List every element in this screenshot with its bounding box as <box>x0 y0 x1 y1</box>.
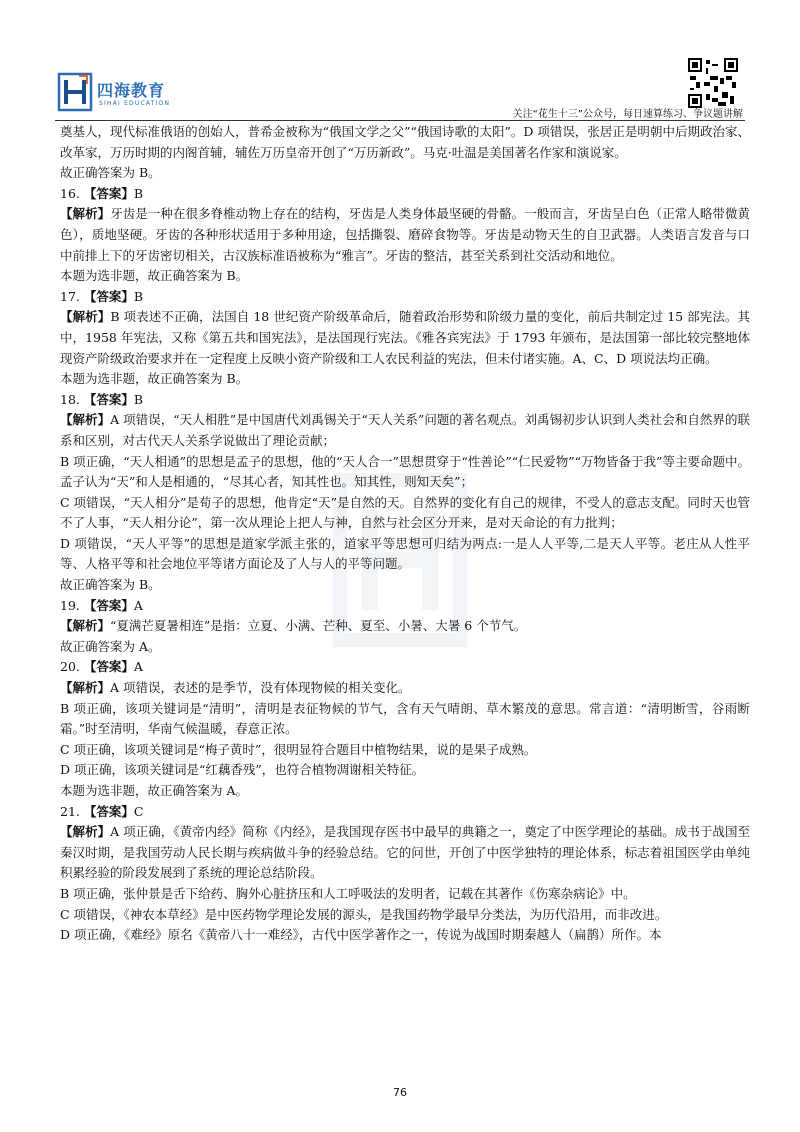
analysis-paragraph: D 项正确，该项关键词是“红藕香残”，也符合植物凋谢相关特征。 <box>60 762 425 778</box>
answer-label: 【答案】 <box>83 185 134 201</box>
analysis-paragraph <box>60 822 750 884</box>
analysis-label: 【解析】 <box>60 412 111 428</box>
analysis-paragraph: B 项正确，该项关键词是“清明”，清明是表征物候的节气，含有天气晴朗、草木繁茂的意思。常言道：“清明断雪，谷雨断霜。”时至清明，华南气候温暖，春意正浓。 <box>60 700 750 737</box>
analysis-paragraph <box>60 616 750 637</box>
question-header <box>60 596 750 617</box>
answer-label: 【答案】 <box>83 803 134 819</box>
analysis-paragraph: B 项正确，“天人相通”的思想是孟子的思想，他的“天人合一”思想贯穿于“性善论”“仁民爱物”“万物皆备于我”等主要命题中。孟子认为“天”和人是相通的，“尽其心者，知其性也。知其性，则知天矣”； <box>60 453 750 490</box>
analysis-label: 【解析】 <box>60 309 111 325</box>
answer-label: 【答案】 <box>83 288 134 304</box>
analysis-paragraph: 本题为选非题，故正确答案为 A。 <box>60 783 249 798</box>
analysis-paragraph: C 项错误，《神农本草经》是中医药物学理论发展的源头，是我国药物学最早分类法，为历代沿用，而非改进。 <box>60 906 668 922</box>
question-header <box>60 184 750 205</box>
answer-label: 【答案】 <box>83 597 134 613</box>
text-line: 奠基人，现代标准俄语的创始人，普希金被称为“俄国文学之父”“俄国诗歌的太阳”。D 项错误，张居正是明朝中后期政治家、改革家，万历时期的内阁首辅，辅佐万历皇帝开创了“万历新政”。马克·吐温是美国著名作家和演说家。 <box>60 124 750 160</box>
analysis-label: 【解析】 <box>60 618 111 634</box>
analysis-paragraph: 故正确答案为 A。 <box>60 638 161 654</box>
question-number: 18. <box>60 391 80 407</box>
analysis-label: 【解析】 <box>60 824 111 840</box>
analysis-paragraph: 故正确答案为 B。 <box>60 577 161 593</box>
page-number: 76 <box>393 1086 407 1099</box>
analysis-paragraph <box>60 410 750 451</box>
question-number: 21. <box>60 803 80 819</box>
answer-label: 【答案】 <box>83 659 134 675</box>
answer-value: A <box>133 659 143 675</box>
answer-value: A <box>133 597 143 613</box>
analysis-text: A 项错误，表述的是季节，没有体现物候的相关变化。 <box>110 680 411 696</box>
analysis-paragraph: D 项正确，《难经》原名《黄帝八十一难经》，古代中医学著作之一，传说为战国时期秦越人（扁鹊）所作。本 <box>60 927 662 943</box>
analysis-text: B 项表述不正确，法国自 18 世纪资产阶级革命后，随着政治形势和阶级力量的变化，前后共制定过 15 部宪法。其中，1958 年宪法，又称《第五共和国宪法》，是法国现行宪法。《雅各宾宪法》于 1793 年颁布，是法国第一部比较完整地体现资产阶级政治要求并在一定程度上反映小资产阶级和工人农民利益的宪法，但未付诸实施。A、C、D 项说法均正确。 <box>60 309 750 366</box>
answer-value: C <box>133 803 144 819</box>
analysis-paragraph <box>60 678 750 699</box>
analysis-text: 牙齿是一种在很多脊椎动物上存在的结构，牙齿是人类身体最坚硬的骨骼。一般而言，牙齿呈白色（正常人略带微黄色），质地坚硬。牙齿的各种形状适用于多种用途，包括撕裂、磨碎食物等。牙齿是动物天生的自卫武器。人类语言发音与口中前排上下的牙齿密切相关，古汉族标准语被称为“雅言”。牙齿的整洁，甚至关系到社交活动和地位。 <box>60 206 750 263</box>
text-line: 故正确答案为 B。 <box>60 165 161 181</box>
analysis-text: A 项错误，“天人相胜”是中国唐代刘禹锡关于“天人关系”问题的著名观点。刘禹锡初步认识到人类社会和自然界的联系和区别，对古代天人关系学说做出了理论贡献； <box>60 412 750 448</box>
analysis-label: 【解析】 <box>60 680 111 696</box>
answer-value: B <box>133 391 144 407</box>
header-divider <box>55 120 745 121</box>
logo-text: 四海教育 <box>97 81 166 100</box>
header-note: 关注“花生十三”公众号，每日速算练习、争议题讲解 <box>512 109 743 120</box>
question-header <box>60 657 750 678</box>
document-body <box>60 122 750 946</box>
question-number: 19. <box>60 597 80 613</box>
question-header <box>60 287 750 308</box>
question-number: 16. <box>60 185 80 201</box>
analysis-paragraph: 本题为选非题，故正确答案为 B。 <box>60 268 249 284</box>
analysis-text: “夏满芒夏暑相连”是指：立夏、小满、芒种、夏至、小暑、大暑 6 个节气。 <box>110 618 527 634</box>
analysis-paragraph: C 项正确，该项关键词是“梅子黄时”，很明显符合题目中植物结果，说的是果子成熟。 <box>60 741 537 757</box>
analysis-paragraph <box>60 204 750 266</box>
analysis-paragraph: D 项错误，“天人平等”的思想是道家学派主张的，道家平等思想可归结为两点:一是人人平等,二是天人平等。老庄从人性平等、人格平等和社会地位平等诸方面论及了人与人的平等问题。 <box>60 535 750 572</box>
page-header <box>0 0 800 120</box>
analysis-text: A 项正确，《黄帝内经》简称《内经》，是我国现存医书中最早的典籍之一，奠定了中医学理论的基础。成书于战国至秦汉时期，是我国劳动人民长期与疾病做斗争的经验总结。它的问世，开创了中医学独特的理论体系，标志着祖国医学由单纯积累经验的阶段发展到了系统的理论总结阶段。 <box>60 824 750 881</box>
logo-mark-icon <box>57 72 93 112</box>
brand-logo <box>57 72 197 118</box>
analysis-paragraph <box>60 307 750 369</box>
question-header <box>60 390 750 411</box>
question-header <box>60 802 750 823</box>
qr-code-icon <box>688 58 738 108</box>
analysis-paragraph: 本题为选非题，故正确答案为 B。 <box>60 371 249 387</box>
answer-value: B <box>133 185 144 201</box>
analysis-paragraph: C 项错误，“天人相分”是荀子的思想，他肯定“天”是自然的天。自然界的变化有自己的规律，不受人的意志支配。同时天也管不了人事，“天人相分论”，第一次从理论上把人与神，自然与社会区分开来，是对天命论的有力批判； <box>60 494 750 531</box>
answer-label: 【答案】 <box>83 391 134 407</box>
analysis-label: 【解析】 <box>60 206 111 222</box>
analysis-paragraph: B 项正确，张仲景是舌下给药、胸外心脏挤压和人工呼吸法的发明者，记载在其著作《伤寒杂病论》中。 <box>60 885 636 901</box>
logo-subtext: SIHAI EDUCATION <box>99 100 171 107</box>
answer-value: B <box>133 288 144 304</box>
question-number: 17. <box>60 288 80 304</box>
question-number: 20. <box>60 659 80 675</box>
